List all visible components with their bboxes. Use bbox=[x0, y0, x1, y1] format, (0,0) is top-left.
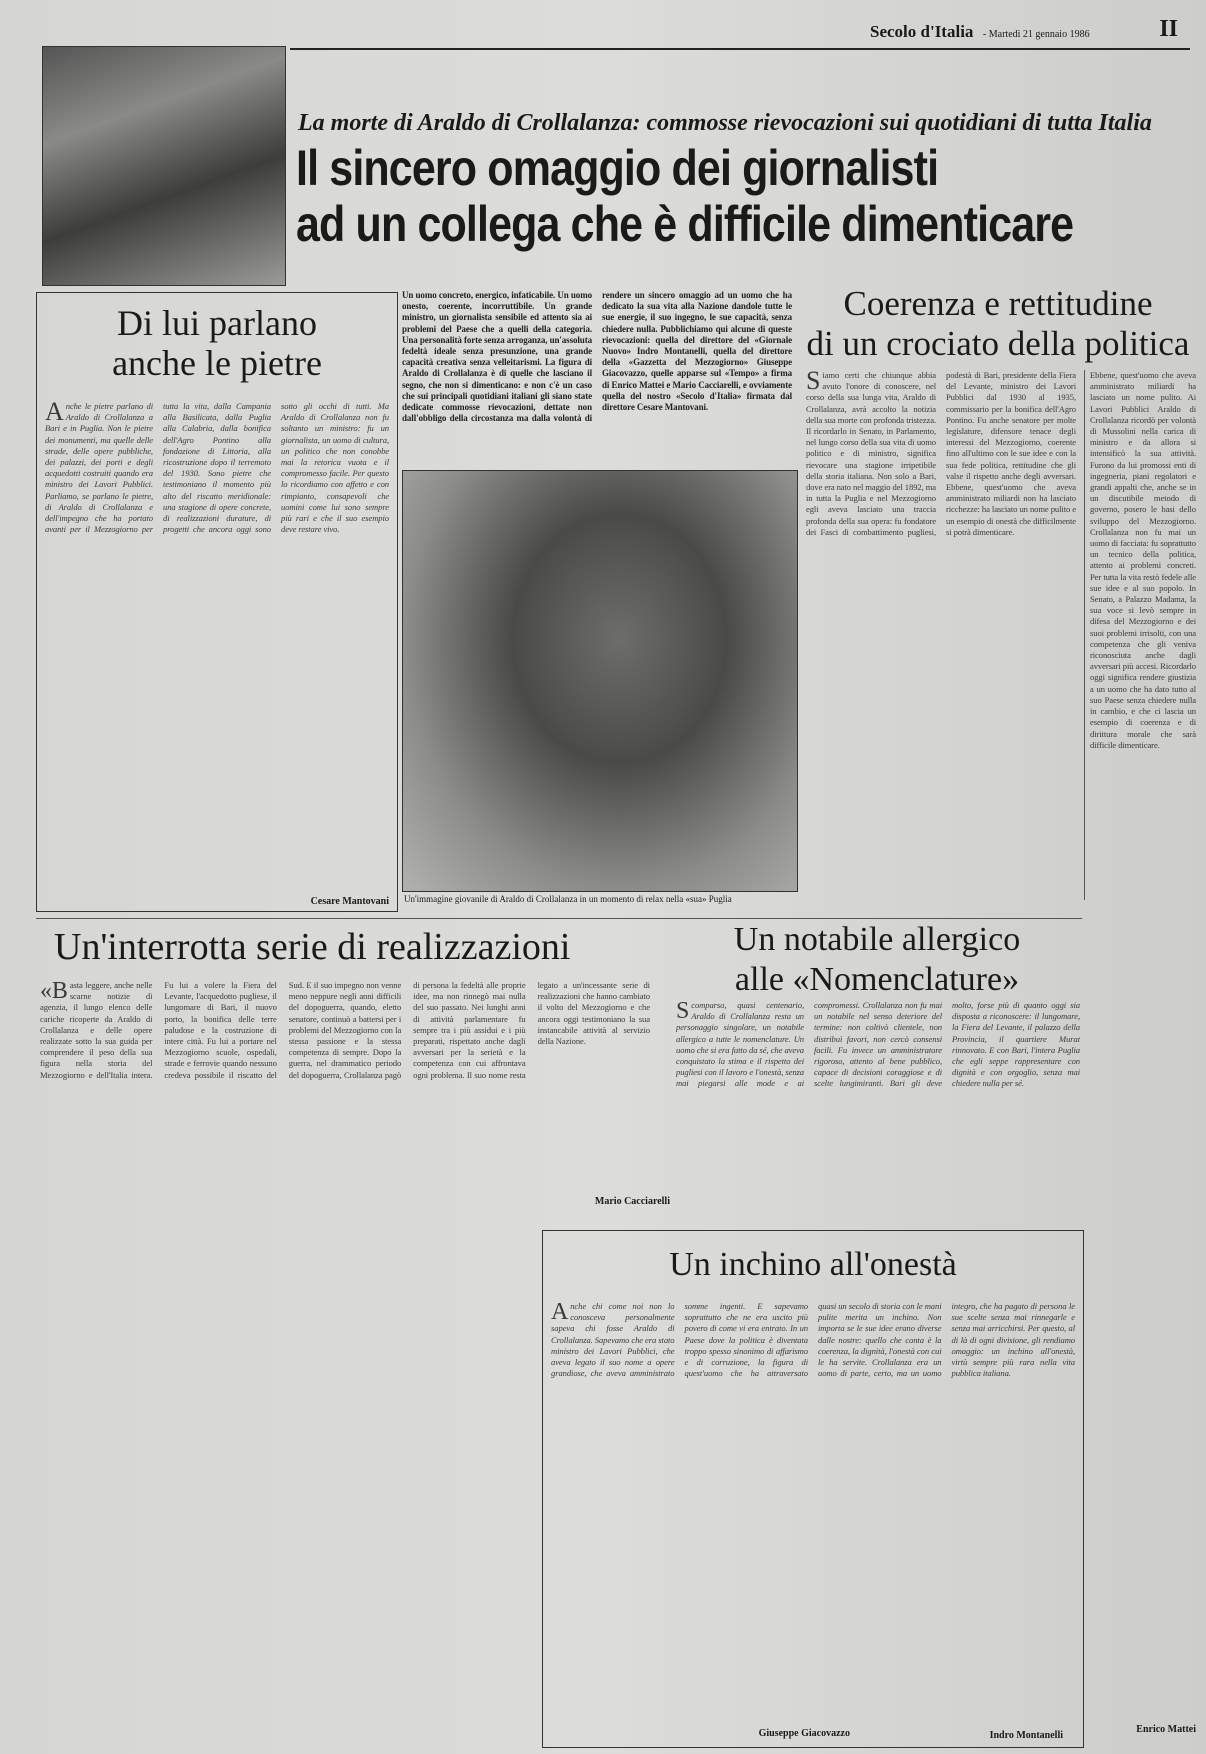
article-un-inchino bbox=[542, 1230, 1084, 1748]
article2-title bbox=[798, 284, 1198, 364]
masthead-date: - Martedì 21 gennaio 1986 bbox=[982, 29, 1090, 40]
article4-body bbox=[676, 1000, 1080, 1200]
lead-headline-line2: ad un collega che è difficile dimenticare bbox=[296, 196, 1074, 252]
lead-intro: Un uomo concreto, energico, infaticabile. Un uomo onesto, coerente, incorruttibile. Un grande ministro, un giornalista sensibile ed attento sia ai problemi del Paese che a quelli della categoria. Una personalità forte senza arroganza, un'assoluta fedeltà ideale senza presunzione, una grande capacità creativa senza velleitarismi. La figura di Araldo di Crollalanza è di quelle che lasciano il segno, che non si dimenticano: e non c'è un caso che sui principali quotidiani italiani gli siano state dedicate commosse rievocazioni, dettate non dall'obbligo della circostanza ma dalla volontà di rendere un sincero omaggio ad un uomo che ha dedicato la sua vita alla Nazione dandole tutte le sue energie, il suo ingegno, le sue capacità, senza chiedere nulla. Pubblichiamo qui alcune di queste rievocazioni: quella del direttore del «Giornale Nuovo» Indro Montanelli, quella del direttore della «Gazzetta del Mezzogiorno» Giuseppe Giacovazzo, quelle apparse sul «Tempo» a firma di Enrico Mattei e Mario Cacciarelli, e ovviamente quella del nostro «Secolo d'Italia» firmata dal direttore Cesare Mantovani. bbox=[402, 290, 792, 424]
article2-text: iamo certi che chiunque abbia avuto l'onore di conoscere, nel corso della sua lunga vita, Araldo di Crollalanza, avrà accolto la notizia della sua morte con profonda tristezza. Il ricordarlo in Senato, in Parlamento, nel lungo corso della sua vita di uomo politico e di ministro, significa rievocare una stagione irripetibile della storia italiana. Non solo a Bari, dove era nato nel maggio del 1892, ma in tutta la Puglia e nel Mezzogiorno egli aveva lasciato una traccia profonda della sua opera: fu fondatore dei Fasci di combattimento pugliesi, podestà di Bari, presidente della Fiera del Levante, ministro dei Lavori Pubblici dal 1930 al 1935, commissario per la bonifica dell'Agro Pontino. Fu anche senatore per molte legislature, difensore tenace degli interessi del Mezzogiorno, coerente fino all'ultimo con le sue idee e con la sua fede politica, rettitudine che gli valse il rispetto anche degli avversari. Ebbene, quest'uomo che aveva amministrato miliardi non ha lasciato ricchezze: ha lasciato un nome pulito e un esempio di onestà che difficilmente si potrà dimenticare. bbox=[806, 370, 1076, 537]
article6-body: Ebbene, quest'uomo che aveva amministrato miliardi ha lasciato un nome pulito. Ai Lavori Pubblici Araldo di Crollalanza ricordò per volontà di Mussolini nella carica di ministro e da allora si intensificò la sua attività. Furono da lui promossi enti di ingegneria, piani regolatori e grandi appalti che, anche se in un discutibile metodo di governo, posero le basi dello sviluppo del Mezzogiorno. Crollalanza non fu mai un uomo di facciata: fu soprattutto un tecnico della politica, attento ai problemi concreti. Per tutta la vita restò fedele alle sue idee e al suo popolo. In Senato, a Palazzo Madama, la sua voce si levò sempre in difesa del Mezzogiorno e dei suoi problemi irrisolti, con una competenza che gli veniva riconosciuta anche dagli avversari più accesi. Ricordarlo oggi significa rendere giustizia a un uomo che ha dato tutto al suo Paese senza chiedere nulla in cambio, e che ci lascia un esempio di coerenza e di dirittura morale che sarà difficile dimenticare. bbox=[1090, 370, 1196, 750]
article4-title-line2: alle «Nomenclature» bbox=[734, 961, 1020, 998]
article3-byline: Mario Cacciarelli bbox=[594, 1196, 670, 1207]
article1-dropcap: A bbox=[45, 401, 64, 426]
photo-caption: Un'immagine giovanile di Araldo di Crollalanza in un momento di relax nella «sua» Puglia bbox=[404, 894, 732, 904]
article2-body bbox=[806, 370, 1076, 910]
lead-headline bbox=[296, 140, 1074, 252]
article5-body bbox=[551, 1301, 1075, 1721]
lead-kicker: La morte di Araldo di Crollalanza: commosse rievocazioni sui quotidiani di tutta Italia bbox=[298, 110, 1152, 136]
article4-title-line1: Un notabile allergico bbox=[733, 921, 1021, 958]
portrait-photo bbox=[42, 46, 286, 286]
article5-text: nche chi come noi non lo conosceva personalmente sapeva chi fosse Araldo di Crollalanza. Sapevamo che era stato ministro dei Lavori Pubblici, che aveva legato il suo nome a opere grandiose, che aveva amministrato somme ingenti. E sapevamo soprattutto che ne era uscito più povero di come vi era entrato. In un Paese dove la politica è diventata troppo spesso sinonimo di affarismo e di corruzione, la figura di quest'uomo che ha attraversato quasi un secolo di storia con le mani pulite merita un inchino. Non importa se le sue idee erano diverse dalle nostre: quello che conta è la coerenza, la dignità, l'onestà con cui le ha servite. Crollalanza era un uomo di parte, certo, ma un uomo integro, che ha pagato di persona le sue scelte senza mai rinnegarle e senza mai arricchirsi. Per questo, al di là di ogni divisione, gli rendiamo omaggio: un inchino all'onestà, virtù sempre più rara nella vita pubblica italiana. bbox=[551, 1301, 1075, 1379]
article3-dropcap: «B bbox=[40, 980, 68, 1004]
article2-title-line2: di un crociato della politica bbox=[806, 324, 1190, 363]
article1-title-line1: Di lui parlano bbox=[117, 303, 317, 343]
article1-title bbox=[37, 303, 397, 383]
article5-dropcap: A bbox=[551, 1301, 569, 1325]
article2-title-line1: Coerenza e rettitudine bbox=[843, 284, 1153, 323]
column-rule bbox=[1084, 370, 1085, 900]
masthead-rule bbox=[290, 48, 1190, 50]
article1-title-line2: anche le pietre bbox=[112, 343, 322, 383]
article4-text: comparso, quasi centenario, Araldo di Crollalanza resta un personaggio singolare, un notabile allergico a tutte le nomenclature. Un uomo che si era fatto da sé, che aveva conquistato la stima e il rispetto dei pugliesi con il lavoro e l'onestà, senza mai piegarsi alle mode e ai compromessi. Crollalanza non fu mai un notabile nel senso deteriore del termine: non coltivò clientele, non distribuì favori, non cercò consensi facili. Fu invece un amministratore rigoroso, attento al bene pubblico, capace di decisioni coraggiose e di scelte lungimiranti. Bari gli deve molto, forse più di quanto oggi sia disposta a riconoscere: il lungomare, la Fiera del Levante, il palazzo della Provincia, il quartiere Murat rinnovato. E con Bari, l'intera Puglia che egli seppe rappresentare con dignità e con orgoglio, senza mai chiedere nulla per sé. bbox=[676, 1000, 1080, 1089]
article5-title: Un inchino all'onestà bbox=[669, 1246, 957, 1283]
lead-headline-line1: Il sincero omaggio dei giornalisti bbox=[296, 140, 939, 196]
masthead-paper-name: Secolo d'Italia bbox=[870, 22, 974, 41]
article-di-lui-parlano bbox=[36, 292, 398, 912]
article4-title bbox=[672, 920, 1082, 1000]
article2-dropcap: S bbox=[806, 370, 821, 395]
article1-body bbox=[45, 401, 389, 889]
article6-byline: Enrico Mattei bbox=[1136, 1724, 1196, 1735]
article3-text: asta leggere, anche nelle scarne notizie di agenzia, il lungo elenco delle cariche ricoperte da Araldo di Crollalanza e delle opere realizzate sotto la sua guida per comprendere il peso della sua figura nella storia del Mezzogiorno e dell'Italia intera. Fu lui a volere la Fiera del Levante, l'acquedotto pugliese, il lungomare di Bari, il nuovo porto, la bonifica delle terre paludose e la costruzione di intere città. Fu lui a portare nel Mezzogiorno scuole, ospedali, strade e ferrovie quando nessuno credeva possibile il riscatto del Sud. E il suo impegno non venne meno neppure negli anni difficili del dopoguerra, quando, eletto senatore, continuò a battersi per i problemi del Mezzogiorno con la stessa passione e la stessa competenza di sempre. Dopo la guerra, nel drammatico periodo del dopoguerra, Crollalanza pagò di persona la fedeltà alle proprie idee, ma non rinnegò mai nulla del suo passato. Nei lunghi anni di attività parlamentare fu sempre tra i più assidui e i più preparati, rispettato anche dagli avversari per la serietà e la competenza con cui affrontava ogni problema. Il suo nome resta legato a un'incessante serie di realizzazioni che hanno cambiato il volto del Mezzogiorno e che ancora oggi testimoniano la sua instancabile attività al servizio della Nazione. bbox=[40, 980, 650, 1080]
article3-title: Un'interrotta serie di realizzazioni bbox=[54, 926, 571, 968]
masthead bbox=[870, 16, 1190, 48]
article1-byline: Cesare Mantovani bbox=[310, 896, 389, 907]
page-number: II bbox=[1159, 16, 1178, 42]
article5-byline: Indro Montanelli bbox=[989, 1730, 1063, 1741]
section-divider bbox=[36, 918, 1082, 919]
article4-byline: Giuseppe Giacovazzo bbox=[758, 1728, 850, 1739]
central-photo bbox=[402, 470, 798, 892]
article1-text: nche le pietre parlano di Araldo di Crollalanza a Bari e in Puglia. Non le pietre dei monumenti, ma quelle delle strade, delle opere pubbliche, dei palazzi, dei porti e degli acquedotti costruiti quando era ministro dei Lavori Pubblici. Parliamo, se parlano le pietre, di Araldo di Crollalanza e dell'impegno che ha portato avanti per il Mezzogiorno per tutta la vita, dalla Campania alla Basilicata, dalla Puglia alla Calabria, dalla bonifica dell'Agro Pontino alla fondazione di Littoria, alla ricostruzione dopo il terremoto del 1930. Sono pietre che testimoniano il momento più alto del riscatto meridionale: una stagione di opere concrete, di realizzazioni durature, di progetti che ancora oggi sono sotto gli occhi di tutti. Ma Araldo di Crollalanza non fu soltanto un ministro: fu un giornalista, un uomo di cultura, un politico che non conobbe mai la retorica vuota e il compromesso facile. Per questo lo ricordiamo con affetto e con rimpianto, consapevoli che uomini come lui sono sempre più rari e che il suo esempio deve restare vivo. bbox=[45, 401, 389, 535]
article4-dropcap: S bbox=[676, 1000, 690, 1024]
